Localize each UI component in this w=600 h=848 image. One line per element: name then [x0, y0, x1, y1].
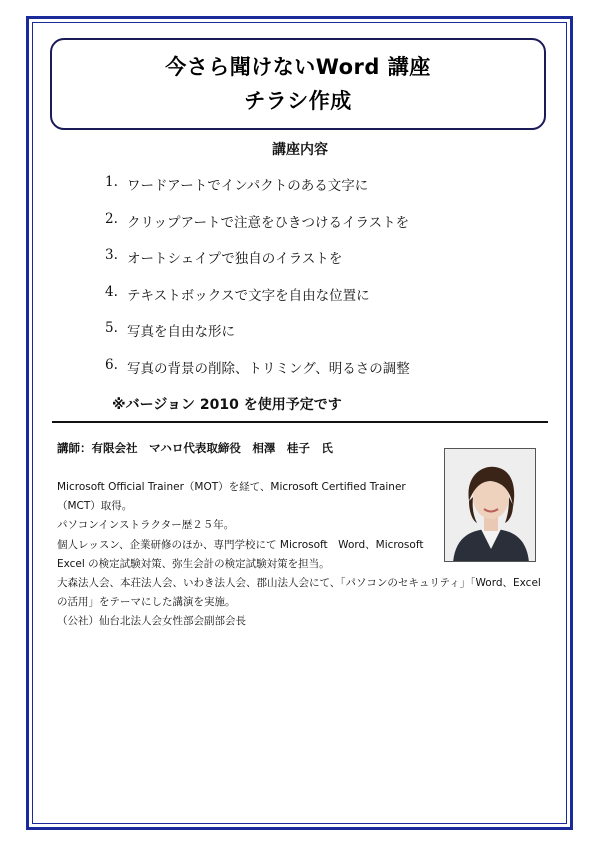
list-item — [105, 211, 410, 248]
topic-number: 4. — [105, 283, 118, 300]
title-line-2: チラシ作成 — [244, 89, 352, 113]
list-item — [105, 357, 410, 394]
list-item — [105, 174, 410, 211]
section-heading: 講座内容 — [272, 142, 328, 158]
divider — [52, 421, 548, 423]
bio-paragraph: （公社）仙台北法人会女性部会副部会長 — [57, 615, 246, 628]
topic-text: テキストボックスで文字を自由な位置に — [127, 287, 370, 304]
list-item — [105, 320, 410, 357]
list-item — [105, 284, 410, 321]
topic-text: 写真の背景の削除、トリミング、明るさの調整 — [127, 360, 410, 377]
topic-list — [105, 174, 410, 393]
version-note: ※バージョン 2010 を使用予定です — [112, 397, 342, 413]
topic-text: クリップアートで注意をひきつけるイラストを — [127, 214, 410, 231]
topic-number: 2. — [105, 210, 118, 227]
title-box — [50, 38, 546, 130]
instructor-bio — [57, 478, 541, 632]
portrait-illustration — [445, 449, 536, 562]
bio-paragraph: 個人レッスン、企業研修のほか、専門学校にて Microsoft Word、Microsoft Excel の検定試験対策、弥生会計の検定試験対策を担当。 — [57, 538, 424, 570]
topic-text: 写真を自由な形に — [127, 324, 235, 340]
topic-text: オートシェイプで独自のイラストを — [127, 251, 343, 267]
topic-number: 3. — [105, 247, 118, 263]
bio-paragraph: パソコンインストラクター歴２５年。 — [57, 519, 235, 532]
instructor-name: 講師：有限会社 マハロ代表取締役 相澤 桂子 氏 — [57, 441, 333, 455]
bio-paragraph: Microsoft Official Trainer（MOT）を経て、Microsoft Certified Trainer（MCT）取得。 — [57, 481, 406, 513]
topic-number: 6. — [105, 356, 118, 373]
instructor-photo — [444, 448, 536, 562]
title-line-1: 今さら聞けないWord 講座 — [165, 55, 431, 79]
list-item — [105, 247, 410, 284]
bio-paragraph: 大森法人会、本荘法人会、いわき法人会、郡山法人会にて、「パソコンのセキュリティ」「Word、Excel の活用」をテーマにした講演を実施。 — [57, 577, 541, 609]
topic-text: ワードアートでインパクトのある文字に — [127, 178, 369, 194]
topic-number: 1. — [105, 174, 118, 190]
topic-number: 5. — [105, 320, 118, 336]
